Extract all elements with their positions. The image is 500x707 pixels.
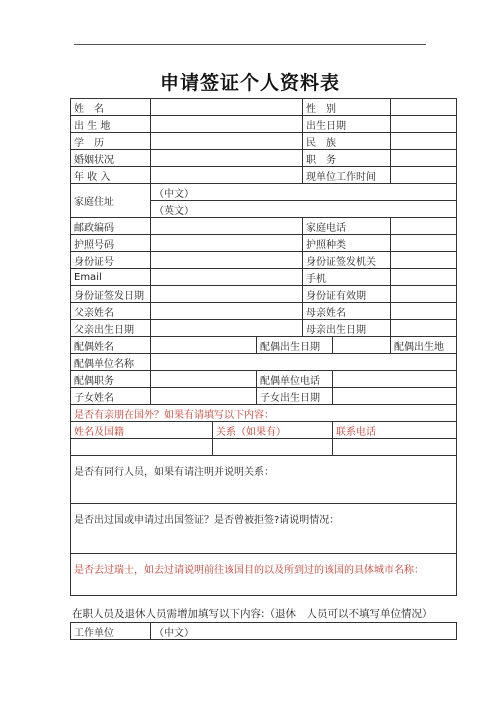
work-unit-table (70, 622, 456, 640)
home-phone-field[interactable] (391, 218, 457, 235)
relatives-question: 是否有亲朋在国外？如果有请填写以下内容： (71, 405, 457, 422)
id-no-field[interactable] (151, 252, 303, 269)
id-authority-field[interactable] (391, 252, 457, 269)
postcode-field[interactable] (151, 218, 303, 235)
position-field[interactable] (391, 150, 457, 167)
relative-phone-field[interactable] (333, 439, 457, 456)
marital-field[interactable] (151, 150, 303, 167)
address-label: 家庭住址 (71, 184, 151, 218)
gender-field[interactable] (391, 99, 457, 116)
child-dob-field[interactable] (333, 388, 457, 405)
spouse-pob-label: 配偶出生地 (391, 337, 457, 354)
spouse-employer-field[interactable] (151, 354, 457, 371)
spouse-dob-field[interactable] (333, 337, 391, 354)
postcode-label: 邮政编码 (71, 218, 151, 235)
education-field[interactable] (151, 133, 303, 150)
child-name-field[interactable] (151, 388, 257, 405)
birthdate-field[interactable] (391, 116, 457, 133)
birthplace-label: 出 生 地 (71, 116, 151, 133)
work-unit-cn-label: （中文） (154, 627, 194, 639)
top-rule (74, 44, 426, 45)
passport-no-field[interactable] (151, 235, 303, 252)
mother-name-label: 母亲姓名 (303, 303, 391, 320)
address-cn-label: （中文） (154, 188, 194, 200)
work-unit-label: 工作单位 (71, 623, 151, 640)
father-dob-label: 父亲出生日期 (71, 320, 151, 337)
father-name-label: 父亲姓名 (71, 303, 151, 320)
relative-phone-header: 联系电话 (333, 422, 457, 439)
id-issue-date-label: 身份证签发日期 (71, 286, 151, 303)
birthdate-label: 出生日期 (303, 116, 391, 133)
relative-relation-field[interactable] (213, 439, 333, 456)
companion-question[interactable]: 是否有同行人员，如果有请注明并说明关系： (71, 456, 457, 504)
education-label: 学 历 (71, 133, 151, 150)
spouse-name-label: 配偶姓名 (71, 337, 151, 354)
relative-name-field[interactable] (71, 439, 213, 456)
marital-label: 婚姻状况 (71, 150, 151, 167)
spouse-position-field[interactable] (151, 371, 257, 388)
income-field[interactable] (151, 167, 303, 184)
mother-dob-label: 母亲出生日期 (303, 320, 391, 337)
swiss-visit-question[interactable]: 是否去过瑞士，如去过请说明前往该国目的以及所到过的该国的具体城市名称： (71, 554, 457, 596)
birthplace-field[interactable] (151, 116, 303, 133)
relative-name-header: 姓名及国籍 (71, 422, 213, 439)
address-cn-field[interactable] (151, 184, 457, 201)
work-unit-field[interactable] (151, 623, 457, 640)
passport-type-field[interactable] (391, 235, 457, 252)
visa-form-table (70, 98, 456, 596)
position-label: 职 务 (303, 150, 391, 167)
id-valid-label: 身份证有效期 (303, 286, 391, 303)
id-issue-date-field[interactable] (151, 286, 303, 303)
spouse-name-field[interactable] (151, 337, 257, 354)
name-label: 姓 名 (71, 99, 151, 116)
mobile-field[interactable] (391, 269, 457, 286)
address-en-field[interactable] (151, 201, 457, 218)
income-label: 年 收 入 (71, 167, 151, 184)
employment-note: 在职人员及退休人员需增加填写以下内容:（退休 人员可以不填写单位情况） (72, 608, 433, 620)
id-authority-label: 身份证签发机关 (303, 252, 391, 269)
spouse-employer-label: 配偶单位名称 (71, 354, 151, 371)
mother-name-field[interactable] (391, 303, 457, 320)
page-title: 申请签证个人资料表 (159, 72, 340, 94)
travel-history-question[interactable]: 是否出过国或申请过出国签证？是否曾被拒签?请说明情况： (71, 504, 457, 554)
father-dob-field[interactable] (151, 320, 303, 337)
gender-label: 性 别 (303, 99, 391, 116)
spouse-position-label: 配偶职务 (71, 371, 151, 388)
spouse-work-phone-field[interactable] (333, 371, 457, 388)
id-valid-field[interactable] (391, 286, 457, 303)
father-name-field[interactable] (151, 303, 303, 320)
relative-relation-header: 关系（如果有） (213, 422, 333, 439)
mobile-label: 手机 (303, 269, 391, 286)
spouse-work-phone-label: 配偶单位电话 (257, 371, 333, 388)
home-phone-label: 家庭电话 (303, 218, 391, 235)
name-field[interactable] (151, 99, 303, 116)
employer-time-label: 现单位工作时间 (303, 167, 391, 184)
address-en-label: （英文） (154, 205, 194, 217)
child-dob-label: 子女出生日期 (257, 388, 333, 405)
mother-dob-field[interactable] (391, 320, 457, 337)
passport-no-label: 护照号码 (71, 235, 151, 252)
id-no-label: 身份证号 (71, 252, 151, 269)
child-name-label: 子女姓名 (71, 388, 151, 405)
ethnicity-label: 民 族 (303, 133, 391, 150)
email-field[interactable] (151, 269, 303, 286)
email-label: Email (71, 269, 151, 286)
spouse-dob-label: 配偶出生日期 (257, 337, 333, 354)
employer-time-field[interactable] (391, 167, 457, 184)
ethnicity-field[interactable] (391, 133, 457, 150)
passport-type-label: 护照种类 (303, 235, 391, 252)
